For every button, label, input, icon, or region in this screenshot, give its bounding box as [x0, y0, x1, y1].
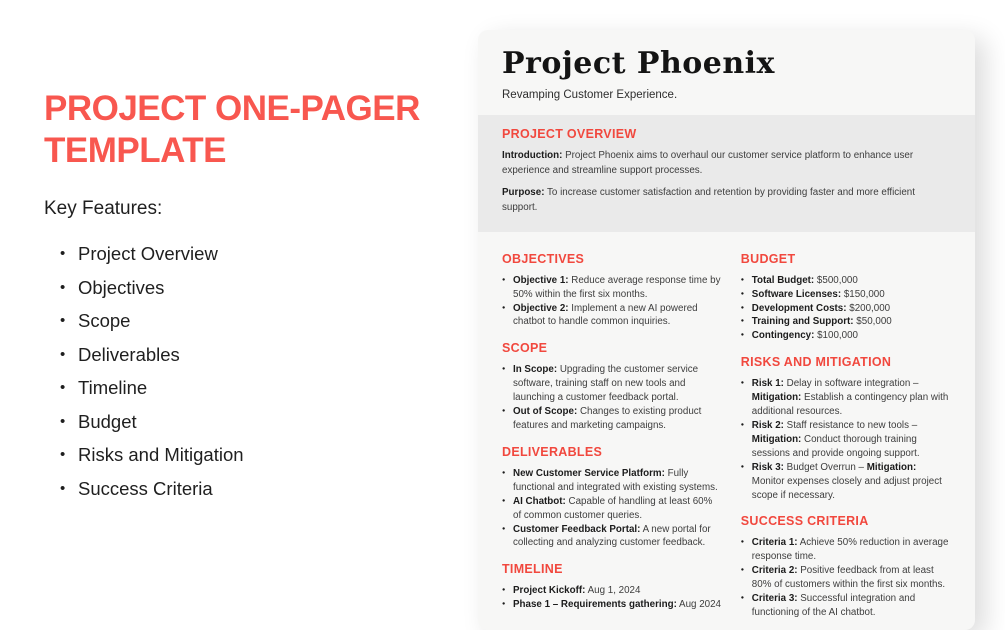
bold-label: Customer Feedback Portal:: [513, 523, 641, 535]
doc-bullet-list: [502, 363, 723, 433]
text-run: Staff resistance to new tools –: [783, 420, 918, 431]
bold-label: Out of Scope:: [513, 406, 578, 418]
document-columns: [478, 232, 975, 620]
doc-section-heading: PROJECT OVERVIEW: [502, 127, 637, 141]
overview-paragraph: [502, 149, 951, 178]
bold-label: Introduction:: [502, 150, 563, 161]
document-header: [478, 30, 975, 115]
doc-bullet-item: [502, 274, 723, 302]
doc-bullet-list: [502, 467, 723, 550]
text-run: Project Phoenix aims to overhaul our customer service platform to enhance user experience and streamline support processes.: [502, 150, 914, 176]
text-run: $200,000: [846, 302, 891, 314]
slide-title-line2: TEMPLATE: [44, 131, 227, 170]
doc-bullet-item: [741, 377, 951, 419]
bold-label: Risk 3:: [751, 461, 784, 473]
doc-bullet-item: [741, 329, 951, 343]
doc-section-heading: SUCCESS CRITERIA: [740, 514, 869, 529]
doc-section-heading: DELIVERABLES: [502, 444, 603, 459]
text-run: Aug 2024: [676, 599, 722, 611]
doc-bullet-item: [741, 288, 951, 302]
bold-label: Risk 1:: [751, 378, 784, 390]
doc-bullet-item: [741, 592, 951, 620]
doc-bullet-item: [502, 598, 723, 612]
text-run: Achieve 50% reduction in average response time.: [751, 537, 949, 563]
feature-list-item: • Project Overview: [44, 244, 464, 264]
doc-bullet-item: [741, 302, 951, 316]
bold-label: Objective 2:: [513, 302, 569, 314]
text-run: Fully functional and integrated with existing systems.: [513, 467, 718, 493]
text-run: $500,000: [814, 274, 858, 286]
feature-list-item: • Timeline: [44, 378, 464, 398]
overview-paragraph: [502, 186, 951, 215]
doc-bullet-item: [502, 302, 723, 330]
feature-list-item: • Risks and Mitigation: [44, 445, 464, 465]
text-run: Upgrading the customer service software, training staff on new tools and launching a customer feedback portal.: [513, 364, 699, 404]
doc-bullet-item: [741, 419, 951, 461]
doc-bullet-list: [502, 274, 723, 330]
doc-bullet-item: [741, 536, 951, 564]
slide-subtitle: Key Features:: [44, 198, 163, 219]
text-run: A new portal for collecting and analyzing customer feedback.: [513, 523, 711, 549]
doc-bullet-item: [502, 584, 723, 598]
bold-label: Criteria 1:: [751, 537, 798, 549]
document-subtitle: Revamping Customer Experience.: [502, 89, 678, 101]
doc-bullet-item: [502, 467, 723, 495]
doc-bullet-item: [741, 315, 951, 329]
text-run: Capable of handling at least 60% of common customer queries.: [513, 495, 713, 521]
doc-bullet-item: [502, 363, 723, 405]
text-run: Successful integration and functioning of the AI chatbot.: [751, 593, 916, 618]
bold-label: Total Budget:: [751, 274, 815, 286]
slide-text-block: [44, 88, 464, 512]
doc-bullet-item: [502, 495, 723, 523]
doc-bullet-list: [741, 536, 951, 619]
doc-section-heading: BUDGET: [740, 251, 796, 266]
feature-list-item: • Scope: [44, 311, 464, 331]
doc-section-heading: SCOPE: [502, 341, 548, 356]
text-run: Reduce average response time by 50% within the first six months.: [513, 274, 721, 300]
text-run: Implement a new AI powered chatbot to handle common inquiries.: [513, 302, 698, 328]
text-run: To increase customer satisfaction and retention by providing faster and more efficient support.: [502, 187, 915, 214]
bold-label: Phase 1 – Requirements gathering:: [513, 599, 677, 611]
bold-label: New Customer Service Platform:: [513, 467, 665, 479]
bold-label: In Scope:: [513, 364, 558, 376]
bold-label: Risk 2:: [751, 420, 784, 431]
features-list: [44, 244, 464, 499]
document-title: Project Phoenix: [502, 46, 775, 81]
slide-title: [44, 88, 464, 172]
text-run: Establish a contingency plan with additional resources.: [751, 392, 949, 418]
feature-list-item: • Deliverables: [44, 345, 464, 365]
text-run: Aug 1, 2024: [585, 585, 641, 597]
document-preview-card: [478, 30, 975, 630]
doc-bullet-list: [502, 584, 723, 612]
text-run: Monitor expenses closely and adjust project scope if necessary.: [751, 475, 942, 501]
section-project-overview: [478, 115, 975, 232]
text-run: $50,000: [853, 316, 892, 328]
doc-bullet-list: [741, 274, 951, 344]
doc-bullet-list: [741, 377, 951, 502]
doc-bullet-item: [502, 523, 723, 551]
bold-label: Purpose:: [502, 187, 545, 199]
slide-title-line1: PROJECT ONE-PAGER: [44, 89, 420, 128]
text-run: $150,000: [841, 288, 885, 300]
bold-label: Training and Support:: [751, 316, 854, 328]
bold-label: Objective 1:: [513, 274, 569, 286]
bold-label: Contingency:: [751, 330, 815, 342]
bold-label: Project Kickoff:: [513, 585, 586, 597]
doc-section-heading: RISKS AND MITIGATION: [740, 355, 892, 370]
doc-section-heading: TIMELINE: [502, 562, 563, 577]
overview-paragraphs: [502, 149, 951, 216]
text-run: $100,000: [814, 330, 858, 342]
doc-bullet-item: [741, 564, 951, 592]
feature-list-item: • Budget: [44, 412, 464, 432]
text-run: Conduct thorough training sessions and provide ongoing support.: [751, 433, 920, 459]
text-run: Changes to existing product features and marketing campaigns.: [513, 406, 702, 431]
bold-label: Mitigation:: [751, 433, 802, 445]
feature-list-item: • Objectives: [44, 278, 464, 298]
doc-section-heading: OBJECTIVES: [502, 251, 585, 266]
doc-bullet-item: [741, 274, 951, 288]
document-column-right: [741, 240, 951, 620]
bold-label: AI Chatbot:: [513, 495, 566, 507]
text-run: Budget Overrun –: [783, 461, 867, 473]
bold-label: Software Licenses:: [751, 288, 842, 300]
bold-label: Criteria 3:: [751, 593, 798, 605]
bold-label: Criteria 2:: [751, 565, 798, 577]
doc-bullet-item: [741, 461, 951, 503]
document-column-left: [502, 240, 723, 620]
feature-list-item: • Success Criteria: [44, 479, 464, 499]
text-run: Positive feedback from at least 80% of customers within the first six months.: [751, 565, 946, 591]
bold-label: Development Costs:: [751, 302, 847, 314]
text-run: Delay in software integration –: [783, 378, 919, 390]
bold-label: Mitigation:: [866, 461, 917, 473]
doc-bullet-item: [502, 405, 723, 433]
bold-label: Mitigation:: [751, 392, 802, 404]
